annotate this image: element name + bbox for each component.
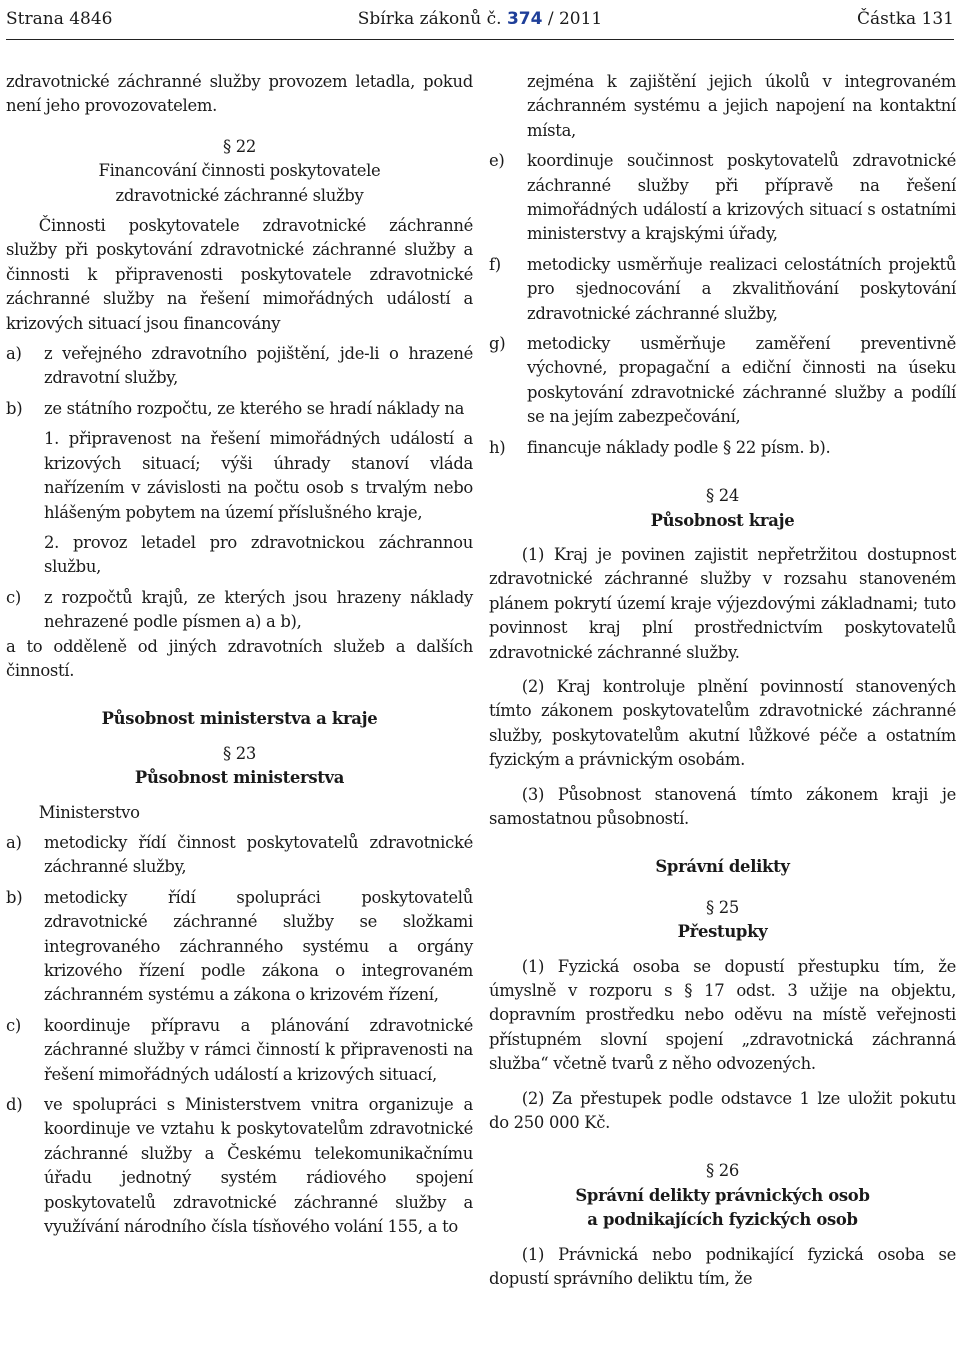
section-25-number: § 25 <box>705 897 740 917</box>
section-23-number: § 23 <box>222 743 257 763</box>
collection-title <box>6 4 954 34</box>
list-item <box>6 586 473 635</box>
item-text: ve spolupráci s Ministerstvem vnitra organizuje a koordinuje ve vztahu k poskytovatelům zdravotnické záchranné služby a Českému telekomunikačnímu úřadu jednotný systém rádiového spojení poskytovatelů zdravotnické záchranné služby a využívání národního čísla tísňového volání 155, a to <box>44 1095 473 1237</box>
section-22-closing: a to odděleně od jiných zdravotních služeb a dalších činností. <box>6 636 473 680</box>
item-text: ze státního rozpočtu, ze kterého se hradí náklady na <box>44 398 465 418</box>
section-26-paragraph-1: (1) Právnická nebo podnikající fyzická osoba se dopustí správního deliktu tím, že <box>489 1244 956 1289</box>
list-item <box>489 149 956 247</box>
item-text: koordinuje součinnost poskytovatelů zdravotnické záchranné služby při přípravě na řešení mimořádných událostí a krizových situací s ostatními ministerstvy a krajskými úřady, <box>527 151 956 244</box>
section-22-number: § 22 <box>222 136 257 156</box>
item-label: e) <box>489 151 505 171</box>
item-label: g) <box>489 334 506 354</box>
list-item <box>6 342 473 391</box>
part-heading-administrative-offences: Správní delikty <box>655 857 790 877</box>
list-item <box>6 1093 473 1239</box>
item-text: metodicky usměrňuje realizaci celostátních projektů pro sjednocování a zkvalitňování poskytování zdravotnické záchranné služby, <box>527 254 956 323</box>
section-25-paragraph-1: (1) Fyzická osoba se dopustí přestupku tím, že úmyslně v rozporu s § 17 odst. 3 užije na objektu, dopravním prostředku nebo oděvu na místě veřejnosti přístupném slovní spojení „zdravotnická záchranná služba“ včetně tvarů z něho odvozených. <box>489 956 956 1074</box>
list-item <box>489 332 956 430</box>
section-24-title: Působnost kraje <box>650 510 795 530</box>
left-column <box>6 70 473 1239</box>
section-23-title: Působnost ministerstva <box>134 768 345 788</box>
section-25-paragraph-2: (2) Za přestupek podle odstavce 1 lze uložit pokutu do 250 000 Kč. <box>489 1088 956 1133</box>
section-24-paragraph-1: (1) Kraj je povinen zajistit nepřetržitou dostupnost zdravotnické záchranné služby v rozsahu stanoveném plánem pokrytí území kraje výjezdovými základnami; tuto povinnost kraj plní prostřednictvím poskytovatelů zdravotnické záchranné služby. <box>489 544 956 662</box>
section-23-lead: Ministerstvo <box>38 802 140 822</box>
section-26-title-line1: Správní delikty právnických osob <box>575 1185 870 1205</box>
section-22-title-line2: zdravotnické záchranné služby <box>115 185 364 205</box>
section-25-title: Přestupky <box>677 922 768 942</box>
list-item <box>6 1014 473 1087</box>
list-item <box>6 831 473 880</box>
item-label: a) <box>6 832 22 852</box>
item-text: koordinuje přípravu a plánování zdravotnické záchranné služby v rámci činností k připravenosti na řešení mimořádných událostí a krizových situací, <box>44 1015 473 1084</box>
item-text: z veřejného zdravotního pojištění, jde-li o hrazené zdravotní služby, <box>44 344 473 388</box>
list-item <box>489 253 956 326</box>
sub-item: 1. připravenost na řešení mimořádných událostí a krizových situací; výši úhrady stanoví vláda nařízením v závislosti na počtu osob s trvalým nebo hlášeným pobytem na území příslušného kraje, <box>44 429 473 522</box>
item-text: metodicky řídí spolupráci poskytovatelů zdravotnické záchranné služby se složkami integrovaného záchranného systému a orgány krizového řízení podle zákona o integrovaném záchranném systému a zákona o krizovém řízení, <box>44 887 473 1005</box>
item-text: metodicky usměrňuje zaměření preventivně výchovné, propagační a ediční činnosti na úseku poskytování zdravotnické záchranné služby a podílí se na jejím zabezpečování, <box>527 334 956 427</box>
list-item <box>6 397 473 421</box>
section-22-lead: Činnosti poskytovatele zdravotnické záchranné služby při poskytování zdravotnické záchranné služby a činnosti k připravenosti poskytovatele zdravotnické záchranné služby na řešení mimořádných událostí a krizových situací jsou financovány <box>6 216 473 333</box>
list-item <box>6 886 473 1008</box>
item-label: h) <box>489 437 506 457</box>
page-number: Strana 4846 <box>6 9 113 29</box>
item-label: c) <box>6 587 21 607</box>
section-24-paragraph-3: (3) Působnost stanovená tímto zákonem kraji je samostatnou působností. <box>489 784 956 828</box>
right-column <box>489 70 956 1291</box>
header-divider <box>6 39 954 40</box>
section-26-number: § 26 <box>705 1161 740 1181</box>
part-number: Částka 131 <box>857 9 954 29</box>
page-header <box>6 4 954 34</box>
part-heading-ministry-region: Působnost ministerstva a kraje <box>101 709 378 729</box>
collection-prefix: Sbírka zákonů č. <box>357 9 502 29</box>
continuation-text: zejména k zajištění jejich úkolů v integrovaném záchranném systému a jejich napojení na kontaktní místa, <box>527 72 956 140</box>
collection-suffix: / 2011 <box>547 9 603 29</box>
section-22-title-line1: Financování činnosti poskytovatele <box>98 161 381 181</box>
section-26-title-line2: a podnikajících fyzických osob <box>587 1210 858 1230</box>
intro-paragraph: zdravotnické záchranné služby provozem letadla, pokud není jeho provozovatelem. <box>6 72 473 116</box>
section-24-number: § 24 <box>705 486 740 506</box>
list-item <box>489 436 956 460</box>
section-24-paragraph-2: (2) Kraj kontroluje plnění povinností stanovených tímto zákonem poskytovatelům zdravotnické záchranné služby, poskytovatelům akutní lůžkové péče a ostatním fyzickým a právnickým osobám. <box>489 676 956 770</box>
law-number: 374 <box>506 9 543 29</box>
item-label: a) <box>6 344 22 364</box>
sub-item: 2. provoz letadel pro zdravotnickou záchrannou službu, <box>44 532 473 577</box>
item-text: financuje náklady podle § 22 písm. b). <box>527 437 831 457</box>
item-label: b) <box>6 398 23 418</box>
item-text: metodicky řídí činnost poskytovatelů zdravotnické záchranné služby, <box>44 832 473 877</box>
item-label: b) <box>6 887 23 907</box>
item-label: c) <box>6 1015 21 1035</box>
item-text: z rozpočtů krajů, ze kterých jsou hrazeny náklady nehrazené podle písmen a) a b), <box>44 587 473 632</box>
item-label: f) <box>489 254 501 274</box>
item-label: d) <box>6 1095 23 1115</box>
